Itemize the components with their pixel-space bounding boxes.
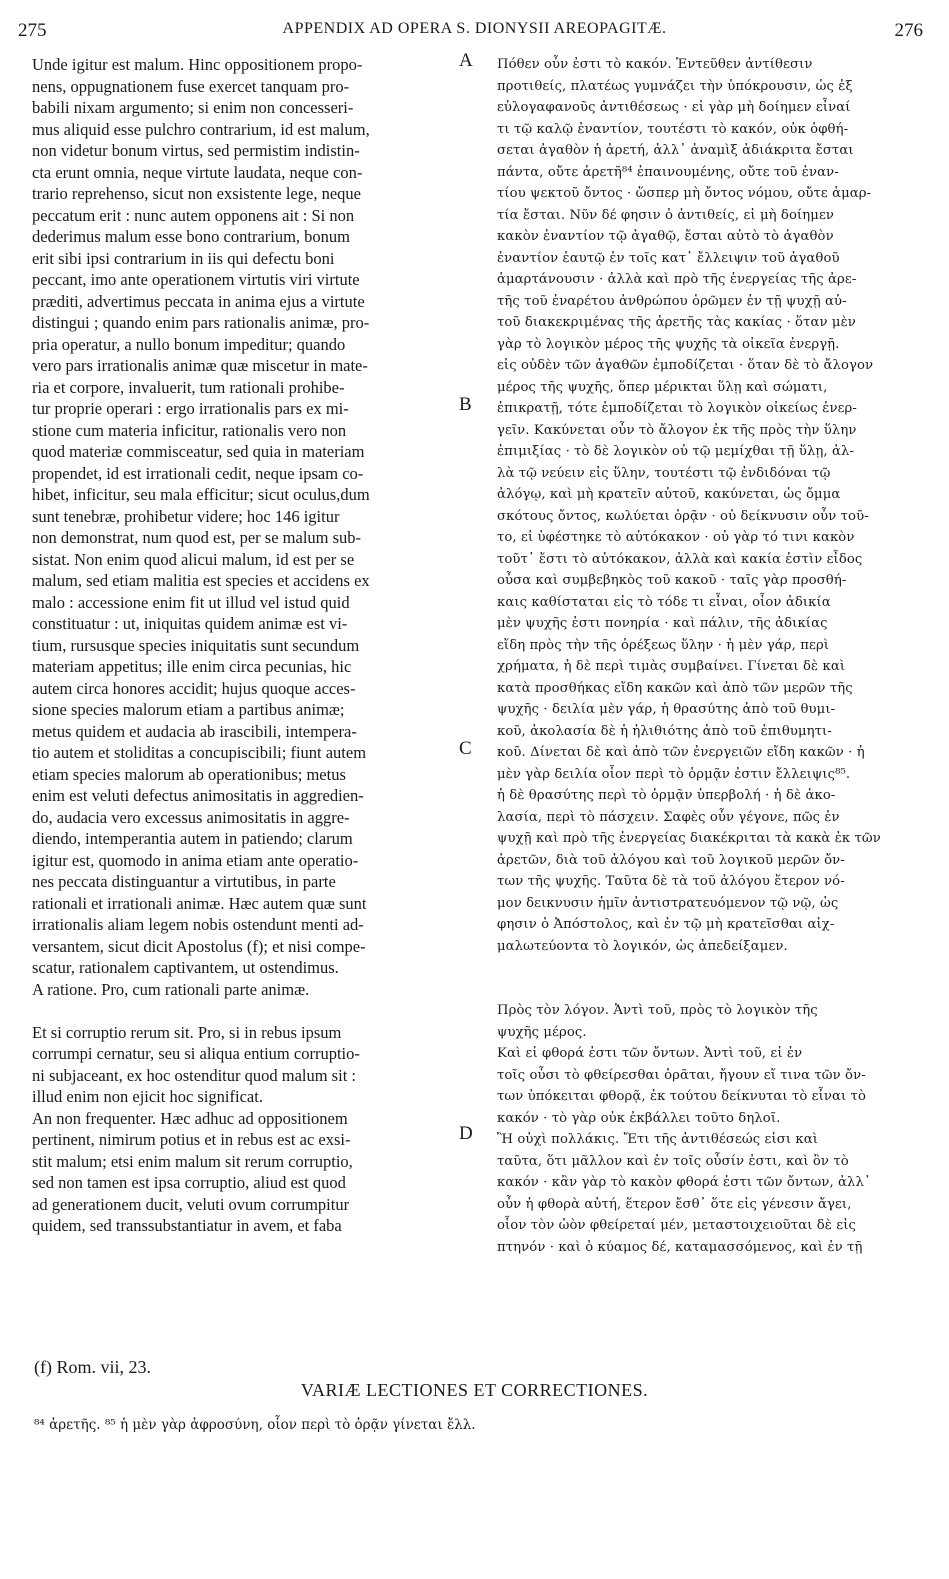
greek-text-line: οὖν ἡ φθορὰ αὐτή, ἕτερον ἔσθ᾽ ὅτε εἰς γένεσιν ἄγει, — [497, 1196, 852, 1212]
greek-text-line: μέρος τῆς ψυχῆς, ὅπερ μέρικται ὕλῃ καὶ σώματι, — [497, 379, 828, 395]
greek-text-line: ταῦτα, ὅτι μᾶλλον καὶ ἐν τοῖς οὖσίν ἐστι, καὶ ὂν τὸ — [497, 1153, 849, 1169]
greek-text-line: ἐπικρατῇ, τότε ἐμποδίζεται τὸ λογικὸν οἰκείως ἐνερ- — [497, 401, 857, 416]
latin-text-line: nes peccata distinguantur a virtutibus, in parte — [32, 872, 336, 891]
margin-letter-b: B — [459, 394, 472, 415]
greek-text-line: μὲν ψυχῆς ἐστι πονηρία · καὶ πάλιν, τῆς ἀδικίας — [497, 616, 828, 631]
latin-text-line: do, audacia vero excessus animositatis in aggre- — [32, 807, 350, 827]
latin-text-line: autem circa honores accidit; hujus quoque acces- — [32, 678, 356, 698]
greek-text-line: λὰ τῷ νεύειν εἰς ὕλην, τουτέστι τῷ ἐνδιδόναι τῷ — [497, 465, 831, 481]
greek-text-line: εἴδη πρὸς τὴν τῆς ὀρέξεως ὕλην · ἡ μὲν γάρ, περὶ — [497, 637, 830, 653]
latin-text-line: mus aliquid esse pulchro contrarium, id est malum, — [32, 119, 370, 139]
latin-text-line: scatur, rationalem captivantem, ut ostendimus. — [32, 958, 339, 977]
latin-text-line: stione cum materia inficitur, rationalis vero non — [32, 420, 347, 440]
latin-text-line: corrumpi cernatur, seu si aliqua entium corruptio- — [32, 1044, 360, 1063]
latin-text-line: propendet, id est irrationali cedit, neque ipsam co- — [32, 463, 364, 483]
latin-text-line: tium, rursusque species iniquitatis sunt secundum — [32, 635, 360, 655]
footnote: (f) Rom. vii, 23. — [34, 1357, 151, 1377]
latin-text-line: hibet, inficitur, seu mala efficitur; sicut oculus,dum — [32, 485, 370, 504]
variae-lectiones-text: ⁸⁴ ἀρετῆς. ⁸⁵ ἡ μὲν γὰρ ἀφροσύνη, οἷον περὶ τὸ ὁρᾷν γίνεται ἔλλ. — [34, 1417, 476, 1433]
latin-text-line: ria et corpore, invaluerit, tum rationali prohibe- — [32, 377, 345, 397]
greek-text-line: των ὑπόκειται φθορᾷ, ἐκ τούτου δείκνυται τὸ εἶναι τὸ — [497, 1089, 866, 1104]
latin-text-line: igitur est, quomodo in anima etiam ante operatio- — [32, 850, 359, 870]
greek-text-line: Καὶ εἰ φθορά ἐστι τῶν ὄντων. Ἀντὶ τοῦ, εἰ ἐν — [497, 1046, 803, 1061]
greek-text-line: κακόν · κἂν γὰρ τὸ κακὸν φθορά ἐστι τῶν ὄντων, ἀλλ᾽ — [497, 1175, 871, 1190]
latin-text-line: A ratione. Pro, cum rationali parte animæ. — [32, 979, 310, 999]
latin-text-line: babili nixam argumento; si enim non concesseri- — [32, 98, 354, 117]
latin-text-line: tio autem et stoliditas a concupiscibili; fiunt autem — [32, 743, 367, 762]
margin-letter-a: A — [459, 50, 473, 71]
greek-text-line: ἁμαρτάνουσιν · ἀλλὰ καὶ πρὸ τῆς ἐνεργείας τῆς ἀρε- — [497, 272, 857, 287]
latin-text-line: tur proprie operari : ergo irrationalis pars ex mi- — [32, 399, 349, 418]
greek-text-line: γεῖν. Κακύνεται οὖν τὸ ἄλογον ἐκ τῆς πρὸς τὴν ὕλην — [497, 422, 857, 438]
latin-text-line — [32, 1000, 460, 1022]
variae-lectiones-title: VARIÆ LECTIONES ET CORRECTIONES. — [300, 1380, 649, 1400]
greek-text-line: κατὰ προσθήκας εἴδη κακῶν καὶ ἀπὸ τῶν μερῶν τῆς — [497, 680, 853, 696]
latin-text-line: peccant, imo ante operationem virtutis viri virtute — [32, 270, 360, 289]
greek-text-line: τῆς τοῦ ἐναρέτου ἀνθρώπου ὁρῶμεν ἐν τῇ ψυχῇ αὐ- — [497, 293, 847, 309]
greek-text-line: χρήματα, ἡ δὲ περὶ τιμὰς συμβαίνει. Γίνεται δὲ καὶ — [497, 659, 846, 674]
latin-text-line: Et si corruptio rerum sit. Pro, si in rebus ipsum — [32, 1022, 342, 1042]
latin-text-line: non demonstrat, num quod est, per se malum sub- — [32, 528, 362, 547]
latin-text-line: sed non tamen est ipsa corruptio, aliud est quod — [32, 1173, 346, 1192]
latin-text-line: nens, oppugnationem fuse exercet tanquam pro- — [32, 76, 350, 96]
latin-text-line: enim est veluti defectus animositatis in aggredien- — [32, 786, 364, 805]
latin-text-line: quidem, sed transsubstantiatur in avem, et faba — [32, 1216, 342, 1235]
latin-text-line: ni subjaceant, ex hoc ostenditur quod malum sit : — [32, 1065, 356, 1085]
greek-text-line: ἐπιμιξίας · τὸ δὲ λογικὸν οὐ τῷ μεμίχθαι τῇ ὕλῃ, ἀλ- — [497, 444, 855, 459]
latin-text-line: cta erunt omnia, neque virtute laudata, neque con- — [32, 162, 363, 182]
greek-text-line: πτηνόν · καὶ ὁ κύαμος δέ, καταμασσόμενος, καὶ ἐν τῇ — [497, 1239, 863, 1255]
greek-text-line: των τῆς ψυχῆς. Ταῦτα δὲ τὰ τοῦ ἀλόγου ἕτερον νό- — [497, 874, 845, 889]
greek-text-line: ἀρετῶν, διὰ τοῦ ἀλόγου καὶ τοῦ λογικοῦ μερῶν ὄν- — [497, 852, 845, 868]
margin-letter-d: D — [459, 1123, 473, 1144]
greek-text-line: προτιθείς, πλατέως γυμνάζει τὴν ὑπόκρουσιν, ὡς ἐξ — [497, 78, 853, 94]
greek-text-line: κοῦ. Δίνεται δὲ καὶ ἀπὸ τῶν ἐνεργειῶν εἴδη κακῶν · ἡ — [497, 745, 865, 760]
greek-text-line: ἡ δὲ θρασύτης περὶ τὸ ὁρμᾷν ὑπερβολή · ἡ δὲ ἀκο- — [497, 788, 836, 803]
greek-text-line: ψυχῆς · δειλία μὲν γάρ, ἡ θρασύτης ἀπὸ τοῦ θυμι- — [497, 702, 836, 717]
latin-text-line: trario reprehenso, sicut non exsistente lege, neque — [32, 184, 361, 203]
greek-text-line: πάντα, οὔτε ἀρετῆ⁸⁴ ἐπαινουμένης, οὔτε τοῦ ἐναν- — [497, 164, 839, 180]
latin-text-line: malum, sed etiam malitia est species et accidens ex — [32, 571, 370, 590]
latin-text-line: stit malum; etsi enim malum sit rerum corruptio, — [32, 1151, 353, 1171]
greek-text-line: τοῖς οὖσι τὸ φθείρεσθαι ὁρᾶται, ἤγουν εἴ τινα τῶν ὄν- — [497, 1067, 866, 1083]
latin-text-line: peccatum erit : nunc autem opponens ait : Si non — [32, 205, 355, 225]
latin-text-line: pria operatur, a nullo bonum impeditur; quando — [32, 334, 346, 354]
latin-text-line: irrationalis aliam legem nobis ostendunt menti ad- — [32, 915, 364, 934]
greek-text-line: καις καθίσταται εἰς τὸ τόδε τι εἶναι, οἷον ἀδικία — [497, 594, 831, 610]
greek-text-line: το, εἰ ὑφέστηκε τὸ αὐτόκακον · οὐ γὰρ τό τινι κακὸν — [497, 530, 855, 545]
greek-text-line: τι τῷ καλῷ ἐναντίον, τουτέστι τὸ κακόν, οὐκ ὀφθή- — [497, 121, 849, 137]
latin-text-line: rationali et irrationali animæ. Hæc autem quæ sunt — [32, 893, 367, 913]
greek-text-line: Ἢ οὐχὶ πολλάκις. Ἔτι τῆς ἀντιθέσεώς εἰσι καὶ — [497, 1132, 819, 1147]
greek-text-line: κακὸν ἐναντίον τῷ ἀγαθῷ, ἔσται αὐτὸ τὸ ἀγαθὸν — [497, 229, 834, 244]
latin-text-line: sione species malorum etiam a partibus animæ; — [32, 700, 345, 719]
greek-column — [497, 54, 925, 1258]
greek-text-line: οἷον τὸν ὠὸν φθείρεταί μέν, μεταστοιχειοῦται δὲ εἰς — [497, 1218, 856, 1233]
greek-text-line: λασία, περὶ τὸ πάσχειν. Σαφὲς οὖν γέγονε, πῶς ἐν — [497, 809, 840, 825]
page-number-right: 276 — [894, 20, 923, 41]
greek-text-line: κοῦ, ἀκολασία δὲ ἡ ἠλιθιότης ἀπὸ τοῦ ἐπιθυμητι- — [497, 723, 832, 739]
latin-text-line: pertinent, nimirum potius et in rebus est ac exsi- — [32, 1130, 351, 1149]
greek-text-line: μαλωτεύοντα τὸ λογικόν, ὡς ἀπεδείξαμεν. — [497, 938, 788, 954]
latin-text-line: versantem, sicut dicit Apostolus (f); et nisi compe- — [32, 936, 366, 956]
margin-letter-c: C — [459, 738, 472, 759]
greek-text-line: σεται ἀγαθὸν ἡ ἀρετή, ἀλλ᾽ ἀναμὶξ ἀδιάκριτα ἔσται — [497, 143, 854, 158]
greek-text-line: εὐλογαφανοῦς ἀντιθέσεως · εἰ γὰρ μὴ δοίημεν εἶναί — [497, 100, 851, 115]
greek-text-line: εἰς οὐδὲν τῶν ἀγαθῶν ἐμποδίζεται · ὅταν δὲ τὸ ἄλογον — [497, 358, 874, 373]
page-header — [0, 20, 949, 44]
latin-text-line: constituatur : ut, iniquitas quidem animæ est vi- — [32, 614, 348, 633]
greek-text-line: σκότους ὄντος, κωλύεται ὁρᾷν · οὐ δείκνυσιν οὖν τοῦ- — [497, 508, 869, 524]
latin-text-line: vero pars irrationalis animæ quæ miscetur in mate- — [32, 356, 368, 375]
latin-text-line: metus quidem et audacia ab irascibili, intempera- — [32, 721, 357, 741]
latin-text-line: ad generationem ducit, veluti ovum corrumpitur — [32, 1194, 350, 1214]
running-title: APPENDIX AD OPERA S. DIONYSII AREOPAGITÆ. — [282, 20, 667, 37]
latin-text-line: etiam species malorum ab operationibus; metus — [32, 764, 346, 784]
greek-text-line: τίου ψεκτοῦ ὄντος · ὥσπερ μὴ ὄντος νόμου, οὔτε ἁμαρ- — [497, 186, 872, 201]
greek-text-line — [497, 979, 925, 1001]
greek-text-line: φησιν ὁ Ἀπόστολος, καὶ ἐν τῷ μὴ κρατεῖσθαι αἰχ- — [497, 917, 835, 932]
greek-text-line: Πρὸς τὸν λόγον. Ἀντὶ τοῦ, πρὸς τὸ λογικὸν τῆς — [497, 1003, 818, 1018]
greek-text-line: ἀλόγῳ, καὶ μὴ κρατεῖν αὐτοῦ, κακύνεται, ὡς ὄμμα — [497, 487, 841, 502]
latin-text-line: malo : accessione enim fit ut illud vel istud quid — [32, 592, 350, 612]
latin-text-line: distingui ; quando enim pars rationalis animæ, pro- — [32, 313, 370, 332]
greek-text-line: ψυχῆς μέρος. — [497, 1024, 587, 1040]
page-number-left: 275 — [18, 20, 47, 41]
greek-text-line: ἐναντίον ἑαυτῷ ἐν τοῖς κατ᾽ ἔλλειψιν τοῦ ἀγαθοῦ — [497, 250, 840, 266]
greek-text-line: κακόν · τὸ γὰρ οὐκ ἐκβάλλει τοῦτο δηλοῖ. — [497, 1110, 781, 1126]
latin-text-line: dederimus malum esse bono contrarium, bonum — [32, 227, 351, 246]
latin-text-line: Unde igitur est malum. Hinc oppositionem propo- — [32, 55, 363, 74]
greek-text-line: ψυχῇ καὶ πρὸ τῆς ἐνεργείας διακέκριται τὰ κακὰ ἐκ τῶν — [497, 831, 881, 846]
latin-text-line: sistat. Non enim quod alicui malum, id est per se — [32, 549, 355, 569]
latin-text-line: non videtur bonum virtus, sed permistim indistin- — [32, 141, 360, 160]
latin-text-line: præditi, advertimus peccata in anima ejus a virtute — [32, 291, 365, 311]
latin-text-line: quod materiæ commisceatur, sed quia in materiam — [32, 442, 365, 461]
greek-text-line — [497, 957, 925, 979]
latin-text-line: erit sibi ipsi contrarium in iis qui defectu boni — [32, 248, 335, 268]
greek-text-line: μὲν γὰρ δειλία οἷον περὶ τὸ ὁρμᾷν ἐστιν ἔλλειψις⁸⁵. — [497, 766, 851, 782]
latin-text-line: materiam appetitus; ille enim circa pecunias, hic — [32, 657, 352, 676]
latin-text-line: illud enim non ejicit hoc significat. — [32, 1087, 263, 1106]
greek-text-line: τία ἔσται. Νῦν δέ φησιν ὁ ἀντιθείς, εἰ μὴ δοίημεν — [497, 207, 835, 223]
latin-column — [32, 54, 460, 1237]
greek-text-line: μον δεικνυσιν ἡμῖν ἀντιστρατευόμενον τῷ νῷ, ὡς — [497, 895, 839, 911]
greek-text-line: τοῦτ᾽ ἔστι τὸ αὐτόκακον, ἀλλὰ καὶ κακία ἐστὶν εἶδος — [497, 551, 863, 567]
greek-text-line: γὰρ τὸ λογικὸν μέρος τῆς ψυχῆς τὰ οἰκεῖα ἐνεργῇ. — [497, 336, 840, 352]
greek-text-line: τοῦ διακεκριμένας τῆς ἀρετῆς τὰς κακίας · ὅταν μὲν — [497, 315, 856, 330]
latin-text-line: An non frequenter. Hæc adhuc ad oppositionem — [32, 1108, 348, 1128]
greek-text-line: Πόθεν οὖν ἐστι τὸ κακόν. Ἐντεῦθεν ἀντίθεσιν — [497, 57, 813, 72]
greek-text-line: οὖσα καὶ συμβεβηκὸς τοῦ κακοῦ · ταῖς γὰρ προσθή- — [497, 573, 847, 588]
latin-text-line: sunt tenebræ, prohibetur videre; hoc 146 igitur — [32, 506, 340, 526]
latin-text-line: diendo, intemperantia autem in patiendo; clarum — [32, 829, 353, 848]
